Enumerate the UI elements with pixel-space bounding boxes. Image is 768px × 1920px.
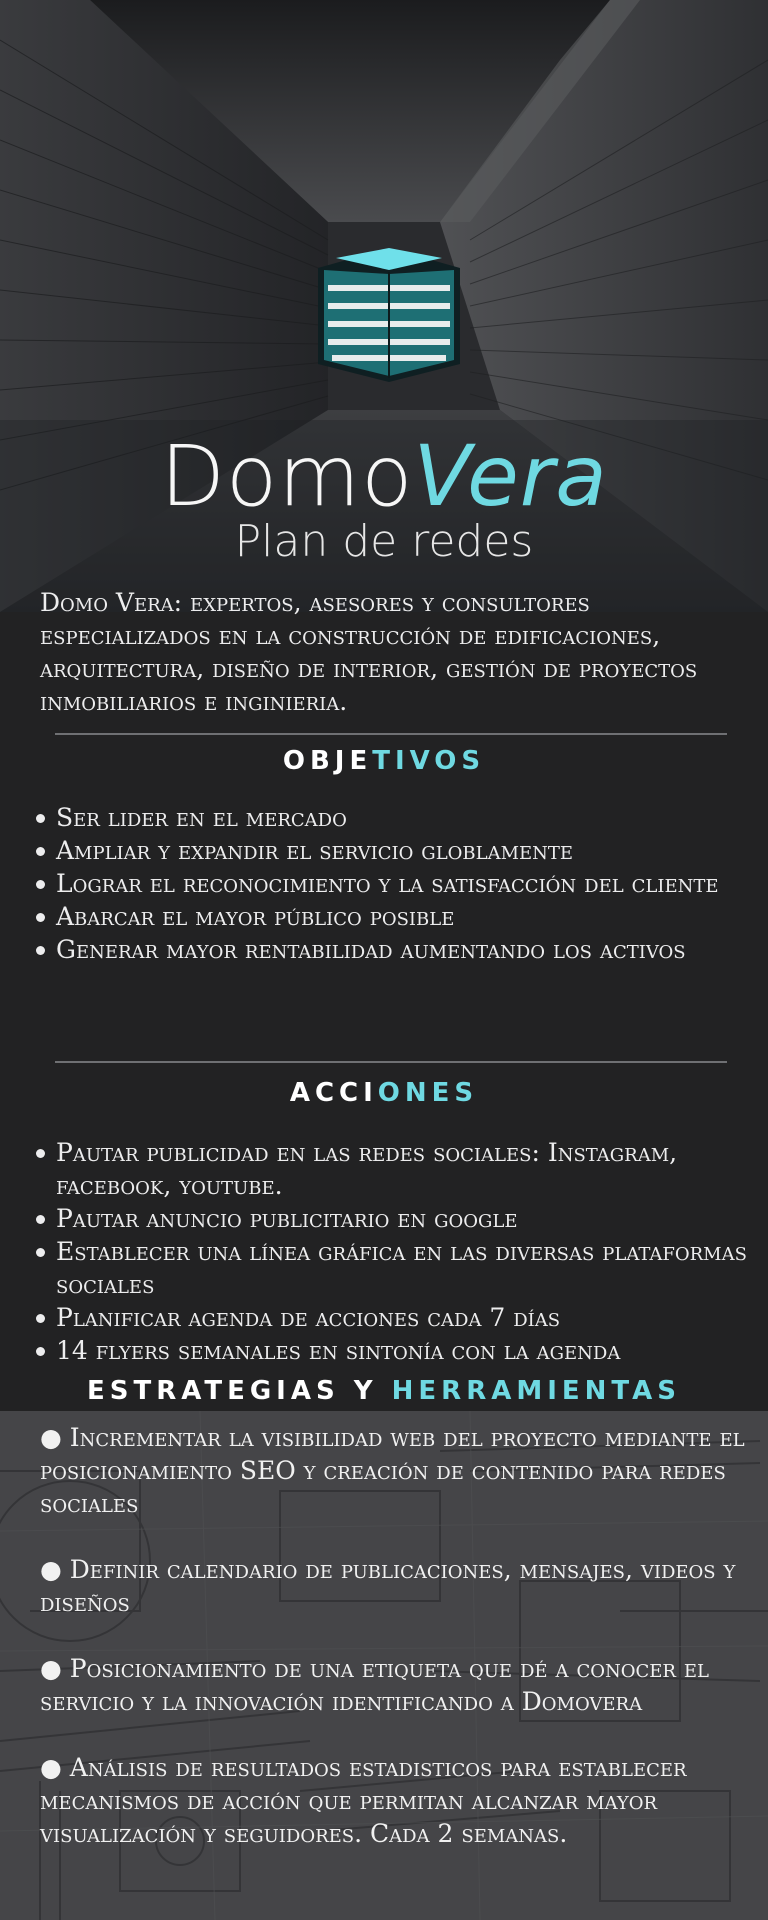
list-item: Generar mayor rentabilidad aumentando los activos bbox=[32, 933, 762, 966]
intro-paragraph: Domo Vera: expertos, asesores y consultores especializados en la construcción de edificaciones, arquitectura, diseño de interior, gestión de proyectos inmobiliarios e inginieria. bbox=[40, 588, 698, 716]
acciones-list bbox=[32, 1136, 762, 1367]
estrategias-heading bbox=[0, 1374, 768, 1408]
objetivos-heading-plain: OBJE bbox=[282, 746, 373, 776]
list-item: ● Incrementar la visibilidad web del proyecto mediante el posicionamiento SEO y creación de contenido para redes sociales bbox=[40, 1423, 745, 1518]
estrategias-heading-accent: HERRAMIENTAS bbox=[391, 1376, 681, 1406]
objetivos-list bbox=[32, 801, 762, 966]
list-item: Abarcar el mayor público posible bbox=[32, 900, 762, 933]
list-item: ● Análisis de resultados estadisticos para establecer mecanismos de acción que permitan alcanzar mayor visualización y seguidores. Cada 2 semanas. bbox=[40, 1753, 687, 1848]
objetivos-heading bbox=[0, 744, 768, 778]
list-item: Ser lider en el mercado bbox=[32, 801, 762, 834]
estrategias-heading-plain: ESTRATEGIAS Y bbox=[87, 1376, 378, 1406]
objetivos-heading-accent: TIVOS bbox=[372, 746, 486, 776]
list-item: Planificar agenda de acciones cada 7 días bbox=[32, 1301, 762, 1334]
divider bbox=[55, 1061, 727, 1063]
list-item: Pautar publicidad en las redes sociales: Instagram, facebook, youtube. bbox=[32, 1136, 762, 1202]
list-item: ● Definir calendario de publicaciones, mensajes, videos y diseños bbox=[40, 1555, 736, 1617]
estrategias-list bbox=[40, 1421, 760, 1850]
brand-subtitle: Plan de redes bbox=[234, 516, 534, 567]
brand-name-plain: Domo bbox=[160, 427, 414, 525]
acciones-heading-plain: ACCI bbox=[289, 1078, 378, 1108]
list-item: Pautar anuncio publicitario en google bbox=[32, 1202, 762, 1235]
list-item: Establecer una línea gráfica en las diversas plataformas sociales bbox=[32, 1235, 762, 1301]
list-item: Ampliar y expandir el servicio globlamente bbox=[32, 834, 762, 867]
hero-banner bbox=[0, 0, 768, 612]
acciones-heading-accent: ONES bbox=[377, 1078, 479, 1108]
list-item: 14 flyers semanales en sintonía con la agenda bbox=[32, 1334, 762, 1367]
list-item: Lograr el reconocimiento y la satisfacción del cliente bbox=[32, 867, 762, 900]
building-icon bbox=[314, 244, 464, 386]
brand-name-accent: Vera bbox=[413, 427, 608, 525]
divider bbox=[55, 733, 727, 735]
acciones-heading bbox=[0, 1076, 768, 1110]
list-item: ● Posicionamiento de una etiqueta que dé a conocer el servicio y la innovación identificando a Domovera bbox=[40, 1654, 709, 1716]
brand-title bbox=[0, 428, 768, 524]
